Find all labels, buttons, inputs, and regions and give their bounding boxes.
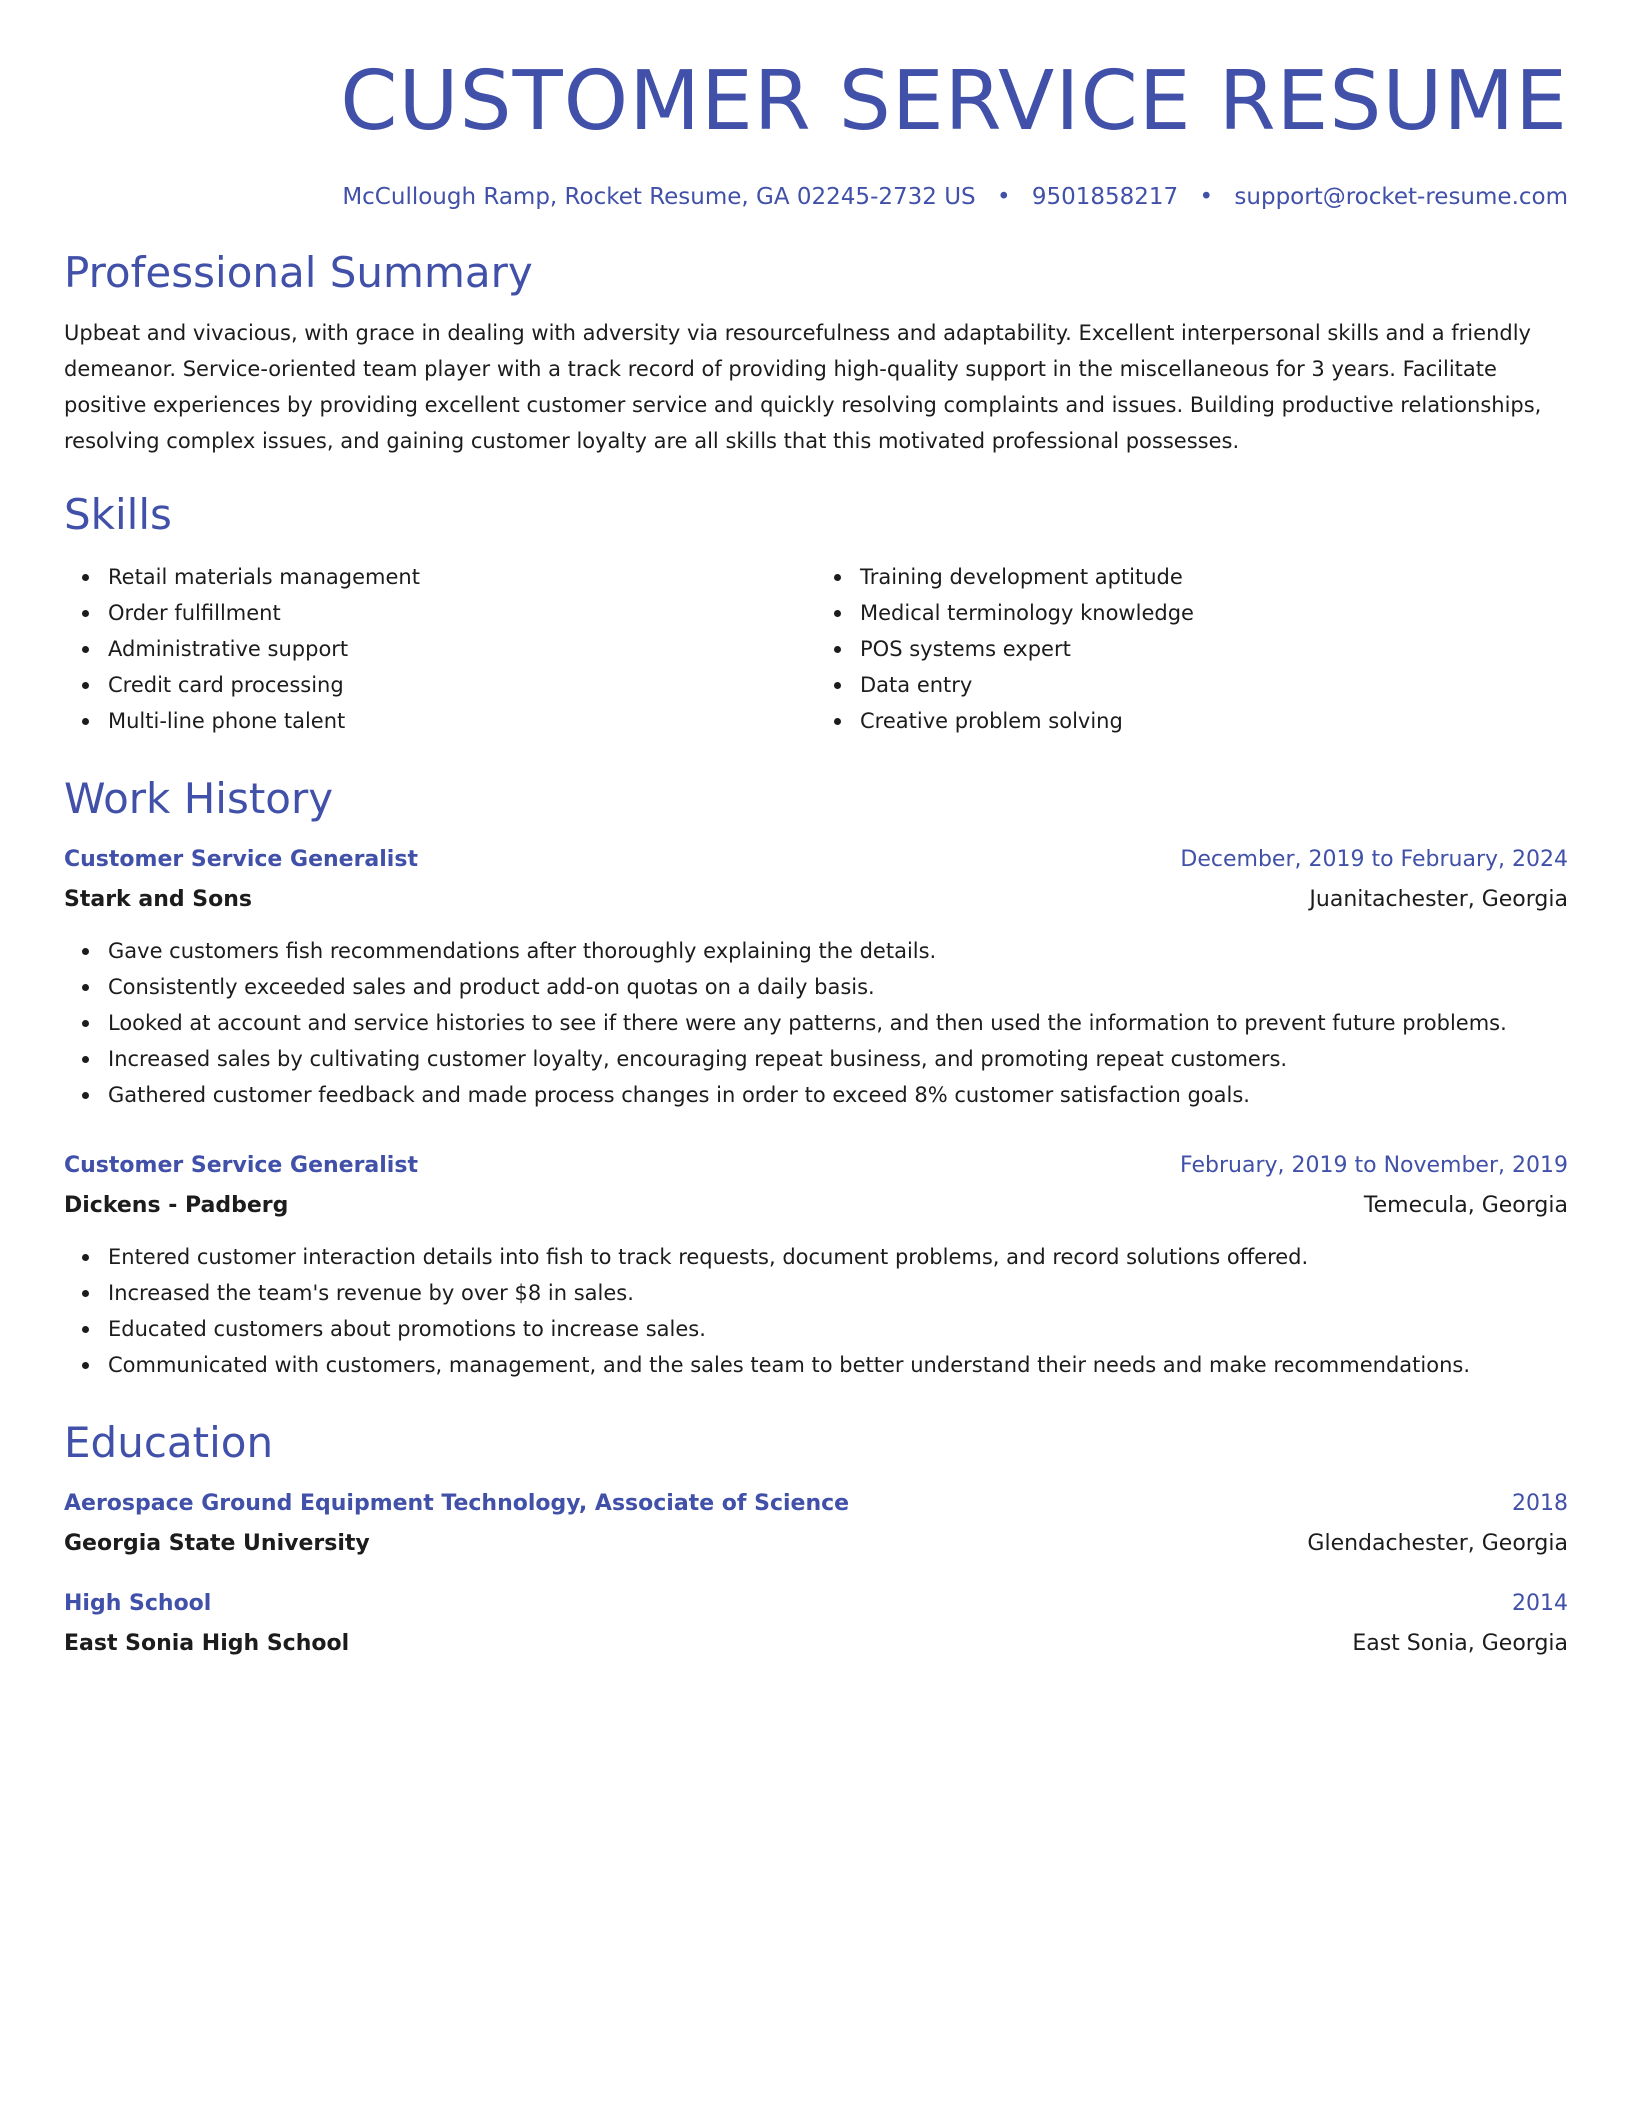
skill-item: Retail materials management (108, 559, 816, 595)
skill-item: Medical terminology knowledge (860, 595, 1568, 631)
section-heading: Professional Summary (64, 248, 533, 297)
education-school-row (64, 1629, 1568, 1659)
education-header-row (64, 1489, 1568, 1519)
graduation-year: 2014 (1512, 1591, 1568, 1616)
job-title: Customer Service Generalist (64, 847, 418, 872)
job-entry (64, 845, 1568, 1113)
school-location: Glendachester, Georgia (1307, 1531, 1568, 1556)
education-school-row (64, 1529, 1568, 1559)
job-bullet: Increased the team's revenue by over $8 in sales. (108, 1275, 1568, 1311)
school-name: Georgia State University (64, 1531, 370, 1556)
section-heading: Skills (64, 490, 172, 539)
skill-item: Administrative support (108, 631, 816, 667)
school-location: East Sonia, Georgia (1352, 1631, 1568, 1656)
job-bullet: Consistently exceeded sales and product add-on quotas on a daily basis. (108, 969, 1568, 1005)
degree-name: High School (64, 1591, 212, 1616)
company-name: Stark and Sons (64, 887, 252, 912)
company-name: Dickens - Padberg (64, 1193, 289, 1218)
job-bullet: Entered customer interaction details into fish to track requests, document problems, and record solutions offered. (108, 1239, 1568, 1275)
job-bullet: Educated customers about promotions to increase sales. (108, 1311, 1568, 1347)
job-header-row (64, 845, 1568, 875)
skill-item: Training development aptitude (860, 559, 1568, 595)
job-bullet: Communicated with customers, management, and the sales team to better understand their needs and make recommendations. (108, 1347, 1568, 1383)
contact-email: support@rocket-resume.com (1234, 184, 1568, 210)
contact-separator: • (996, 184, 1011, 210)
section-heading: Work History (64, 774, 334, 823)
skill-item: POS systems expert (860, 631, 1568, 667)
job-location: Juanitachester, Georgia (1309, 887, 1568, 912)
job-bullet: Increased sales by cultivating customer loyalty, encouraging repeat business, and promoting repeat customers. (108, 1041, 1568, 1077)
job-company-row (64, 1191, 1568, 1221)
job-company-row (64, 885, 1568, 915)
school-name: East Sonia High School (64, 1631, 350, 1656)
education-entry (64, 1589, 1568, 1659)
work-history-section (64, 773, 1568, 1383)
contact-separator: • (1199, 184, 1214, 210)
education-entry (64, 1489, 1568, 1559)
skill-item: Multi-line phone talent (108, 703, 816, 739)
job-bullets (64, 1239, 1568, 1383)
job-bullet: Gave customers fish recommendations after thoroughly explaining the details. (108, 933, 1568, 969)
job-bullet: Looked at account and service histories to see if there were any patterns, and then used the information to prevent future problems. (108, 1005, 1568, 1041)
contact-line (64, 182, 1568, 212)
job-location: Temecula, Georgia (1363, 1193, 1568, 1218)
job-dates: December, 2019 to February, 2024 (1180, 847, 1568, 872)
resume-header (64, 52, 1568, 212)
section-heading: Education (64, 1418, 274, 1467)
summary-text: Upbeat and vivacious, with grace in dealing with adversity via resourcefulness and adaptability. Excellent interpersonal skills and a friendly demeanor. Service-oriented team player with a track record of providing high-quality support in the miscellaneous for 3 years. Facilitate positive experiences by providing excellent customer service and quickly resolving complaints and issues. Building productive relationships, resolving complex issues, and gaining customer loyalty are all skills that this motivated professional possesses. (64, 321, 1542, 453)
skills-section (64, 489, 1568, 739)
skill-item: Data entry (860, 667, 1568, 703)
job-bullet: Gathered customer feedback and made process changes in order to exceed 8% customer satisfaction goals. (108, 1077, 1568, 1113)
job-entry (64, 1151, 1568, 1383)
job-header-row (64, 1151, 1568, 1181)
degree-name: Aerospace Ground Equipment Technology, Associate of Science (64, 1491, 850, 1516)
graduation-year: 2018 (1512, 1491, 1568, 1516)
skills-column-left (64, 559, 816, 739)
skills-column-right (816, 559, 1568, 739)
skill-item: Credit card processing (108, 667, 816, 703)
job-title: Customer Service Generalist (64, 1153, 418, 1178)
skills-grid (64, 559, 1568, 739)
education-section (64, 1417, 1568, 1659)
contact-phone: 9501858217 (1031, 184, 1179, 210)
professional-summary-section (64, 247, 1568, 459)
skill-item: Order fulfillment (108, 595, 816, 631)
job-bullets (64, 933, 1568, 1113)
education-header-row (64, 1589, 1568, 1619)
page-title: CUSTOMER SERVICE RESUME (340, 54, 1568, 149)
skill-item: Creative problem solving (860, 703, 1568, 739)
contact-address: McCullough Ramp, Rocket Resume, GA 02245-2732 US (342, 184, 976, 210)
job-dates: February, 2019 to November, 2019 (1180, 1153, 1568, 1178)
